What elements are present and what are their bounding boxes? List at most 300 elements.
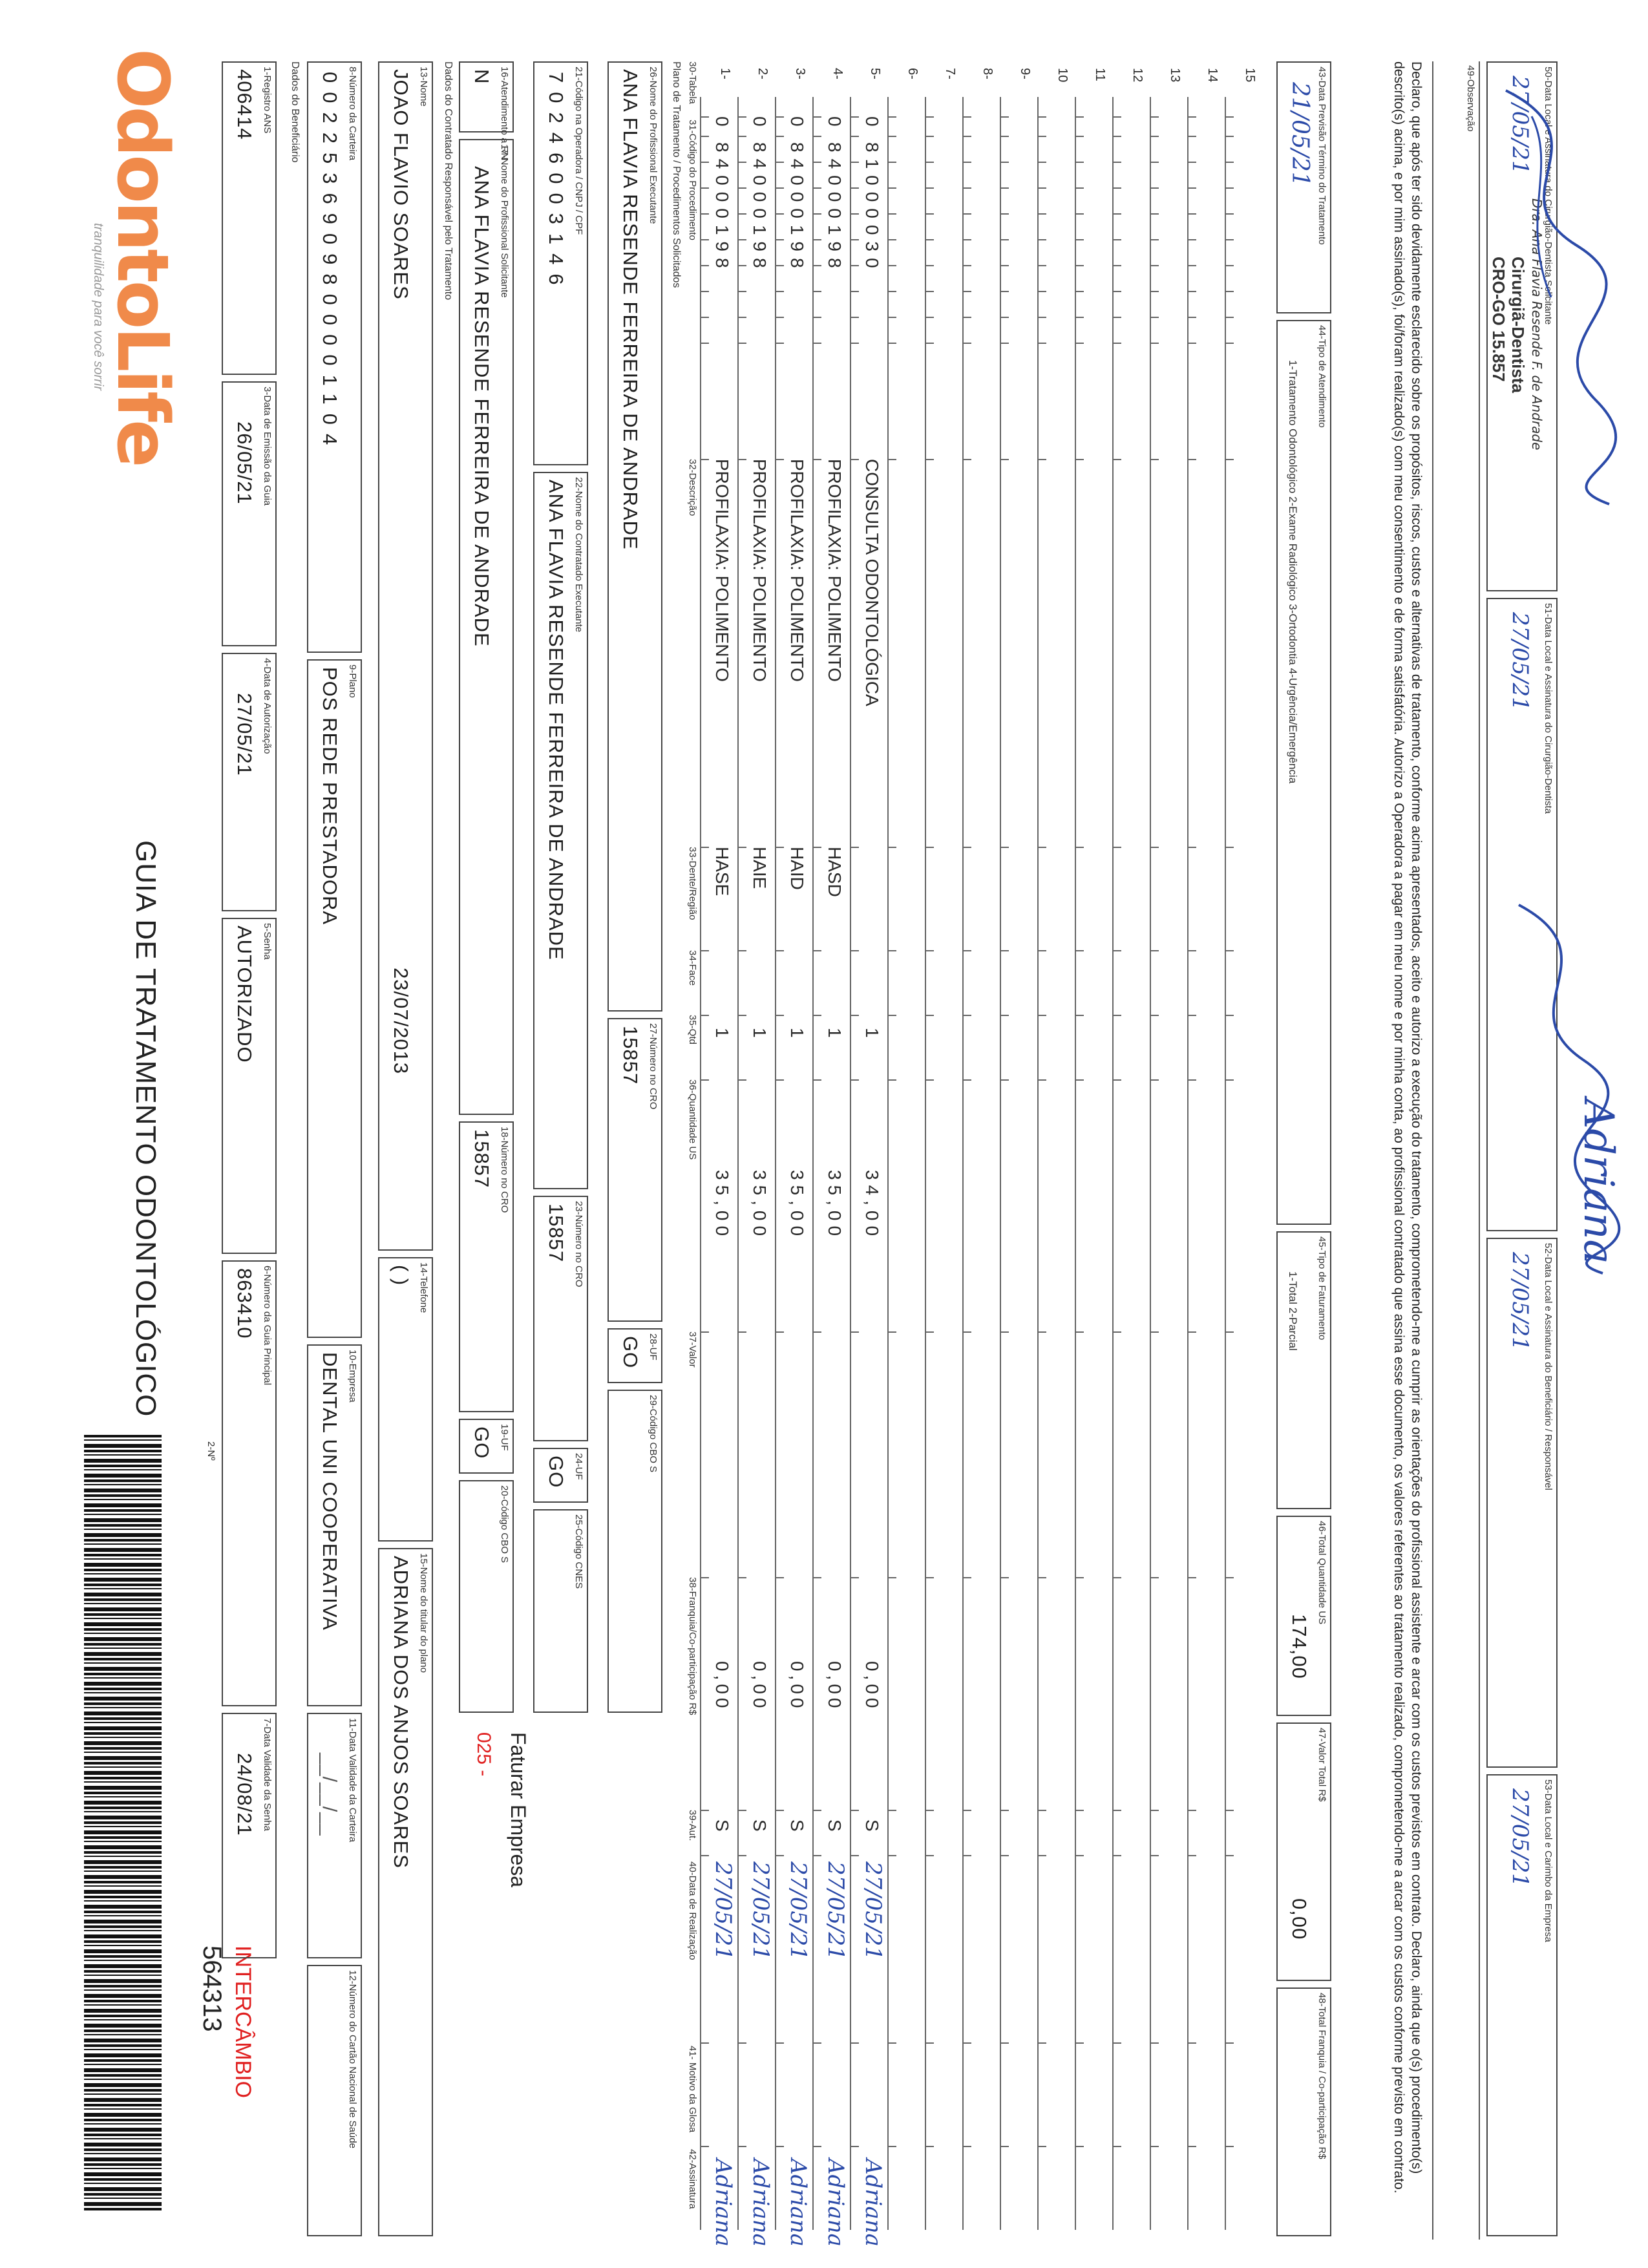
row-separator: [1151, 291, 1159, 292]
row-separator: [926, 213, 934, 215]
row-separator: [1226, 239, 1234, 240]
row-separator: [739, 162, 746, 163]
row-separator: [1114, 162, 1121, 163]
row-separator: [739, 1577, 746, 1578]
row-separator: [1001, 213, 1009, 215]
row-separator: [1039, 950, 1046, 951]
cell-qtd: 1: [862, 1028, 882, 1038]
row-separator: [1226, 1331, 1234, 1333]
row-separator: [739, 1015, 746, 1016]
row-separator: [1188, 136, 1196, 137]
field-uf3: [607, 1328, 662, 1383]
solicitante-value: ANA FLAVIA RESENDE FERREIRA DE ANDRADE: [470, 166, 493, 647]
row-separator: [1114, 136, 1121, 137]
field-titular: [378, 1548, 433, 2236]
row-separator: [964, 1810, 971, 1811]
cell-codigo: 84000198: [825, 142, 845, 275]
row-separator: [1188, 1810, 1196, 1811]
row-separator: [964, 2146, 971, 2147]
carteira-value: 0022536909800001104: [319, 72, 341, 454]
row-separator: [851, 2146, 859, 2147]
cell-tabela: 0: [787, 116, 807, 127]
cell-assinatura: Adriana: [823, 2159, 849, 2247]
guia-principal-value: 863410: [233, 1268, 256, 1339]
signature-scribble-2: [1493, 892, 1635, 1280]
row-separator: [1039, 847, 1046, 848]
row-separator: [851, 1331, 859, 1333]
col-assinatura-header: 42-Assinatura: [687, 2149, 698, 2209]
table-row: [700, 68, 740, 2247]
titular-value: ADRIANA DOS ANJOS SOARES: [390, 1556, 412, 1869]
row-separator: [814, 950, 821, 951]
row-separator: [1226, 2146, 1234, 2147]
row-separator: [964, 1855, 971, 1856]
row-separator: [851, 291, 859, 292]
row-number: 3-: [793, 68, 807, 79]
field-senha: [222, 918, 277, 1254]
row-separator: [926, 317, 934, 318]
row-separator: [1114, 116, 1121, 118]
row-separator: [814, 291, 821, 292]
assin-cirurgiao-label: 50-Data Local e Assinatura do Cirurgião-Dentista Solicitante: [1543, 67, 1554, 325]
row-separator: [1188, 343, 1196, 344]
cell-franquia: 0,00: [862, 1661, 882, 1712]
row-separator: [1076, 1855, 1084, 1856]
field-codigo-operadora: [533, 61, 588, 465]
row-separator: [701, 213, 709, 215]
row-separator: [964, 239, 971, 240]
row-separator: [1151, 317, 1159, 318]
cell-data: 27/05/21: [823, 1861, 849, 1960]
observacao-label: 49-Observação: [1465, 65, 1476, 132]
row-separator: [1076, 187, 1084, 189]
total-us-label: 46-Total Quantidade US: [1316, 1521, 1327, 1625]
row-separator: [964, 187, 971, 189]
row-separator: [814, 116, 821, 118]
field-uf2: [533, 1448, 588, 1503]
table-row: [1037, 68, 1077, 2230]
cell-codigo: 84000198: [712, 142, 732, 275]
row-number: 4-: [830, 68, 845, 79]
row-separator: [889, 239, 896, 240]
row-separator: [814, 317, 821, 318]
col-face-header: 34-Face: [687, 950, 698, 986]
assin-beneficiario-date: 27/05/21: [1507, 1252, 1533, 1351]
cell-franquia: 0,00: [825, 1661, 845, 1712]
row-separator: [1114, 950, 1121, 951]
row-separator: [1226, 265, 1234, 266]
row-separator: [1076, 317, 1084, 318]
field-cro2: [533, 1196, 588, 1441]
cbo-label: 20-Código CBO S: [499, 1485, 510, 1563]
row-separator: [1226, 950, 1234, 951]
plano-value: POS REDE PRESTADORA: [319, 667, 341, 926]
row-separator: [1188, 1079, 1196, 1081]
table-row: [1187, 68, 1227, 2230]
row-separator: [1226, 1810, 1234, 1811]
row-separator: [814, 2146, 821, 2147]
tipo-faturamento-label: 45-Tipo de Faturamento: [1316, 1236, 1327, 1341]
row-separator: [851, 213, 859, 215]
carimbo-nome: Dra. Ana Flavia Resende F. de Andrade: [1529, 198, 1545, 450]
row-separator: [814, 213, 821, 215]
row-separator: [964, 116, 971, 118]
row-separator: [926, 1810, 934, 1811]
field-tipo-atendimento: [1276, 320, 1331, 1225]
row-separator: [1076, 847, 1084, 848]
row-separator: [889, 950, 896, 951]
tipo-faturamento-options: 1-Total 2-Parcial: [1287, 1271, 1299, 1351]
telefone-value: ( ): [390, 1265, 412, 1286]
cell-tabela: 0: [862, 116, 882, 127]
cell-qtd: 1: [787, 1028, 807, 1038]
field-registro-ans: [222, 61, 277, 375]
row-separator: [776, 213, 784, 215]
senha-label: 5-Senha: [262, 923, 273, 960]
row-separator: [776, 162, 784, 163]
cell-data: 27/05/21: [710, 1861, 736, 1960]
cell-us: 34,00: [862, 1170, 882, 1242]
row-separator: [1076, 2042, 1084, 2044]
field-cbo3: [607, 1390, 662, 1713]
empresa-label: 10-Empresa: [347, 1350, 358, 1403]
row-separator: [1001, 1015, 1009, 1016]
previsao-label: 43-Data Previsão Término do Tratamento: [1316, 67, 1327, 245]
cell-assinatura: Adriana: [748, 2159, 774, 2247]
cell-aut: S: [712, 1819, 732, 1832]
row-separator: [889, 291, 896, 292]
row-separator: [739, 2042, 746, 2044]
cro3-value: 15857: [619, 1026, 642, 1085]
row-separator: [1076, 459, 1084, 460]
field-previsao: [1276, 61, 1331, 313]
row-separator: [926, 187, 934, 189]
row-separator: [739, 317, 746, 318]
cell-data: 27/05/21: [748, 1861, 774, 1960]
row-separator: [701, 317, 709, 318]
row-separator: [1151, 213, 1159, 215]
cell-us: 35,00: [750, 1170, 770, 1242]
row-separator: [1114, 2042, 1121, 2044]
form-number: 2-Nº: [206, 1441, 217, 1461]
cell-tabela: 0: [712, 116, 732, 127]
row-separator: [1114, 1577, 1121, 1578]
table-row: [1112, 68, 1152, 2230]
row-separator: [701, 1577, 709, 1578]
row-separator: [1114, 187, 1121, 189]
uf3-value: GO: [619, 1336, 642, 1369]
assin-beneficiario-label: 52-Data Local e Assinatura do Beneficiário / Responsável: [1543, 1243, 1554, 1490]
row-separator: [1226, 1015, 1234, 1016]
row-separator: [814, 2042, 821, 2044]
row-separator: [851, 459, 859, 460]
row-separator: [889, 317, 896, 318]
row-separator: [1039, 116, 1046, 118]
telefone-label: 14-Telefone: [418, 1262, 429, 1313]
row-separator: [889, 265, 896, 266]
table-row: [850, 68, 890, 2247]
row-separator: [1001, 239, 1009, 240]
row-separator: [1001, 1810, 1009, 1811]
cell-descricao: PROFILAXIA: POLIMENTO: [787, 459, 807, 682]
row-separator: [1151, 950, 1159, 951]
row-separator: [889, 1079, 896, 1081]
valor-total-value: 0,00: [1288, 1898, 1311, 1940]
table-row: [775, 68, 815, 2247]
field-tipo-faturamento: [1276, 1231, 1331, 1509]
uf2-value: GO: [545, 1456, 567, 1489]
cell-dente: HAID: [787, 847, 807, 890]
faturar-code: 025 -: [473, 1732, 494, 1777]
row-separator: [776, 187, 784, 189]
row-number: 2-: [755, 68, 770, 79]
row-separator: [1151, 239, 1159, 240]
row-separator: [776, 459, 784, 460]
row-separator: [1226, 2042, 1234, 2044]
row-separator: [739, 213, 746, 215]
row-separator: [701, 116, 709, 118]
brand-tagline: tranquilidade para você sorrir: [91, 223, 105, 391]
assin-executante-date: 27/05/21: [1507, 612, 1533, 711]
cell-codigo: 81000030: [862, 142, 882, 275]
row-separator: [1076, 343, 1084, 344]
row-separator: [889, 2146, 896, 2147]
row-separator: [926, 1015, 934, 1016]
registro-ans-value: 406414: [233, 69, 256, 140]
row-separator: [851, 116, 859, 118]
nome-label: 13-Nome: [418, 67, 429, 107]
row-separator: [1076, 162, 1084, 163]
field-guia-principal: [222, 1260, 277, 1706]
row-separator: [1226, 162, 1234, 163]
row-separator: [814, 1855, 821, 1856]
cell-franquia: 0,00: [787, 1661, 807, 1712]
brand-logo: [61, 48, 184, 465]
row-separator: [776, 116, 784, 118]
cell-codigo: 84000198: [787, 142, 807, 275]
assin-empresa-date: 27/05/21: [1507, 1788, 1533, 1887]
data-nascimento-value: 23/07/2013: [390, 968, 412, 1075]
total-franquia-label: 48-Total Franquia / Co-participação R$: [1316, 1993, 1327, 2159]
field-solicitante: [459, 139, 514, 1115]
row-separator: [1114, 1331, 1121, 1333]
cell-franquia: 0,00: [712, 1661, 732, 1712]
row-separator: [964, 1015, 971, 1016]
assin-executante-label: 51-Data Local e Assinatura do Cirurgião-Dentista: [1543, 603, 1554, 814]
section-beneficiario: Dados do Beneficiário: [290, 61, 301, 163]
row-separator: [889, 847, 896, 848]
section-contratado: Dados do Contratado Responsável pelo Tratamento: [443, 61, 454, 301]
row-separator: [701, 847, 709, 848]
row-number: 12: [1130, 68, 1145, 83]
cell-dente: HASD: [825, 847, 845, 897]
row-separator: [814, 1079, 821, 1081]
row-separator: [889, 187, 896, 189]
row-separator: [776, 291, 784, 292]
col-us-header: 36-Quantidade US: [687, 1079, 698, 1160]
cro3-label: 27-Número no CRO: [648, 1023, 659, 1110]
cell-aut: S: [825, 1819, 845, 1832]
row-separator: [1039, 343, 1046, 344]
guia-principal-label: 6-Número da Guia Principal: [262, 1266, 273, 1386]
row-separator: [776, 847, 784, 848]
faturar-label: Faturar Empresa: [507, 1732, 530, 1888]
row-separator: [739, 239, 746, 240]
cell-descricao: PROFILAXIA: POLIMENTO: [825, 459, 845, 682]
row-separator: [926, 1079, 934, 1081]
field-assinatura-beneficiario: [1486, 1238, 1558, 1768]
row-separator: [1039, 265, 1046, 266]
row-separator: [739, 847, 746, 848]
row-separator: [1039, 2146, 1046, 2147]
uf2-label: 24-UF: [573, 1453, 584, 1480]
row-separator: [1001, 187, 1009, 189]
row-separator: [926, 950, 934, 951]
row-separator: [1114, 265, 1121, 266]
contratado-value: ANA FLAVIA RESENDE FERREIRA DE ANDRADE: [545, 480, 567, 960]
row-separator: [1151, 265, 1159, 266]
row-separator: [1226, 1577, 1234, 1578]
row-separator: [1226, 187, 1234, 189]
row-separator: [1151, 1331, 1159, 1333]
cell-dente: HASE: [712, 847, 732, 896]
assinatura-beneficiario: Adriana: [1574, 1099, 1622, 1264]
row-separator: [851, 1810, 859, 1811]
row-separator: [851, 1577, 859, 1578]
row-separator: [1226, 847, 1234, 848]
cell-assinatura: Adriana: [785, 2159, 811, 2247]
assin-empresa-label: 53-Data Local e Carimbo da Empresa: [1543, 1779, 1554, 1942]
row-separator: [814, 187, 821, 189]
row-separator: [926, 136, 934, 137]
section-plano-tratamento: Plano de Tratamento / Procedimentos Solicitados: [671, 61, 682, 288]
row-separator: [701, 187, 709, 189]
row-separator: [926, 847, 934, 848]
atendimento-rn-value: N: [470, 69, 493, 85]
tipo-atendimento-options: 1-Tratamento Odontológico 2-Exame Radiológico 3-Ortodontia 4-Urgência/Emergência: [1287, 360, 1299, 784]
row-separator: [1001, 2146, 1009, 2147]
data-emissao-value: 26/05/21: [233, 421, 256, 505]
row-separator: [1188, 2042, 1196, 2044]
field-cnes: [533, 1509, 588, 1713]
row-separator: [701, 291, 709, 292]
row-number: 5-: [868, 68, 882, 79]
row-separator: [1039, 187, 1046, 189]
row-separator: [1188, 1855, 1196, 1856]
row-separator: [926, 459, 934, 460]
field-empresa: [307, 1344, 362, 1706]
row-separator: [739, 136, 746, 137]
table-row: [1150, 68, 1190, 2230]
page-title: GUIA DE TRATAMENTO ODONTOLÓGICO: [130, 840, 162, 1417]
row-separator: [1188, 265, 1196, 266]
cell-aut: S: [787, 1819, 807, 1832]
row-separator: [1226, 213, 1234, 215]
field-validade-carteira: [307, 1713, 362, 1958]
executante-label: 26-Nome do Profissional Executante: [648, 67, 659, 224]
row-separator: [739, 950, 746, 951]
row-separator: [739, 187, 746, 189]
row-separator: [814, 847, 821, 848]
executante-value: ANA FLAVIA RESENDE FERREIRA DE ANDRADE: [619, 69, 642, 550]
row-separator: [1039, 136, 1046, 137]
row-separator: [739, 1331, 746, 1333]
cell-assinatura: Adriana: [860, 2159, 886, 2247]
row-separator: [776, 317, 784, 318]
row-separator: [739, 116, 746, 118]
row-separator: [1039, 1577, 1046, 1578]
cell-tabela: 0: [750, 116, 770, 127]
row-separator: [1188, 2146, 1196, 2147]
row-separator: [701, 136, 709, 137]
row-separator: [1188, 1577, 1196, 1578]
row-separator: [926, 2042, 934, 2044]
row-separator: [814, 1331, 821, 1333]
row-separator: [1001, 1577, 1009, 1578]
doc-intercambio: INTERCÂMBIO: [231, 1945, 255, 2099]
cell-tabela: 0: [825, 116, 845, 127]
uf3-label: 28-UF: [648, 1333, 659, 1361]
contratado-label: 22-Nome do Contratado Executante: [573, 477, 584, 633]
field-data-autorizacao: [222, 653, 277, 911]
col-codigo-header: 31-Código do Procedimento: [687, 120, 698, 240]
row-separator: [739, 1810, 746, 1811]
row-separator: [814, 136, 821, 137]
row-separator: [851, 2042, 859, 2044]
row-number: 6-: [905, 68, 920, 79]
validade-senha-value: 24/08/21: [233, 1753, 256, 1836]
row-separator: [964, 2042, 971, 2044]
cell-descricao: CONSULTA ODONTOLÓGICA: [862, 459, 882, 706]
row-separator: [926, 2146, 934, 2147]
row-number: 8-: [980, 68, 995, 79]
row-separator: [1151, 459, 1159, 460]
row-separator: [1188, 459, 1196, 460]
row-separator: [964, 950, 971, 951]
declaracao-text: Declaro, que após ter sido devidamente esclarecido sobre os propósitos, riscos, custos e alternativas de tratamento, conforme acima apresentados, aceito e autorizo a execução do tratamento, comprometendo-me a cumprir as orientações do profissional assistente e arcar com os custos previstos em contrato. Declaro, ainda que o(s) procedimento(s) descrito(s) acima, e por mim assinado(s), foi/foram realizado(s) com meu consentimento e de forma satisfatória. Autorizo a Operadora a pagar em meu nome e por minha conta, ao profissional contratado que assina esse documento, os valores referentes ao tratamento realizado, comprometendo-me a arcar com os custos conforme previsto em contrato.: [1391, 61, 1424, 2194]
cell-us: 35,00: [825, 1170, 845, 1242]
cro2-value: 15857: [545, 1203, 567, 1263]
row-separator: [889, 1015, 896, 1016]
row-separator: [1076, 1810, 1084, 1811]
empresa-value: DENTAL UNI COOPERATIVA: [319, 1352, 341, 1631]
row-separator: [1151, 2042, 1159, 2044]
cell-franquia: 0,00: [750, 1661, 770, 1712]
row-separator: [776, 950, 784, 951]
row-separator: [1039, 459, 1046, 460]
row-separator: [701, 1079, 709, 1081]
row-separator: [701, 265, 709, 266]
table-row: [737, 68, 777, 2247]
row-separator: [851, 1855, 859, 1856]
row-separator: [1226, 317, 1234, 318]
row-separator: [1114, 343, 1121, 344]
row-separator: [1188, 116, 1196, 118]
row-separator: [701, 950, 709, 951]
row-separator: [1188, 847, 1196, 848]
row-separator: [926, 239, 934, 240]
field-validade-senha: [222, 1713, 277, 1958]
field-total-franquia: [1276, 1987, 1331, 2236]
field-cro: [459, 1121, 514, 1412]
row-separator: [776, 2042, 784, 2044]
row-separator: [1076, 1079, 1084, 1081]
row-separator: [776, 1810, 784, 1811]
row-separator: [1001, 162, 1009, 163]
row-separator: [1226, 459, 1234, 460]
row-separator: [889, 213, 896, 215]
row-separator: [851, 239, 859, 240]
